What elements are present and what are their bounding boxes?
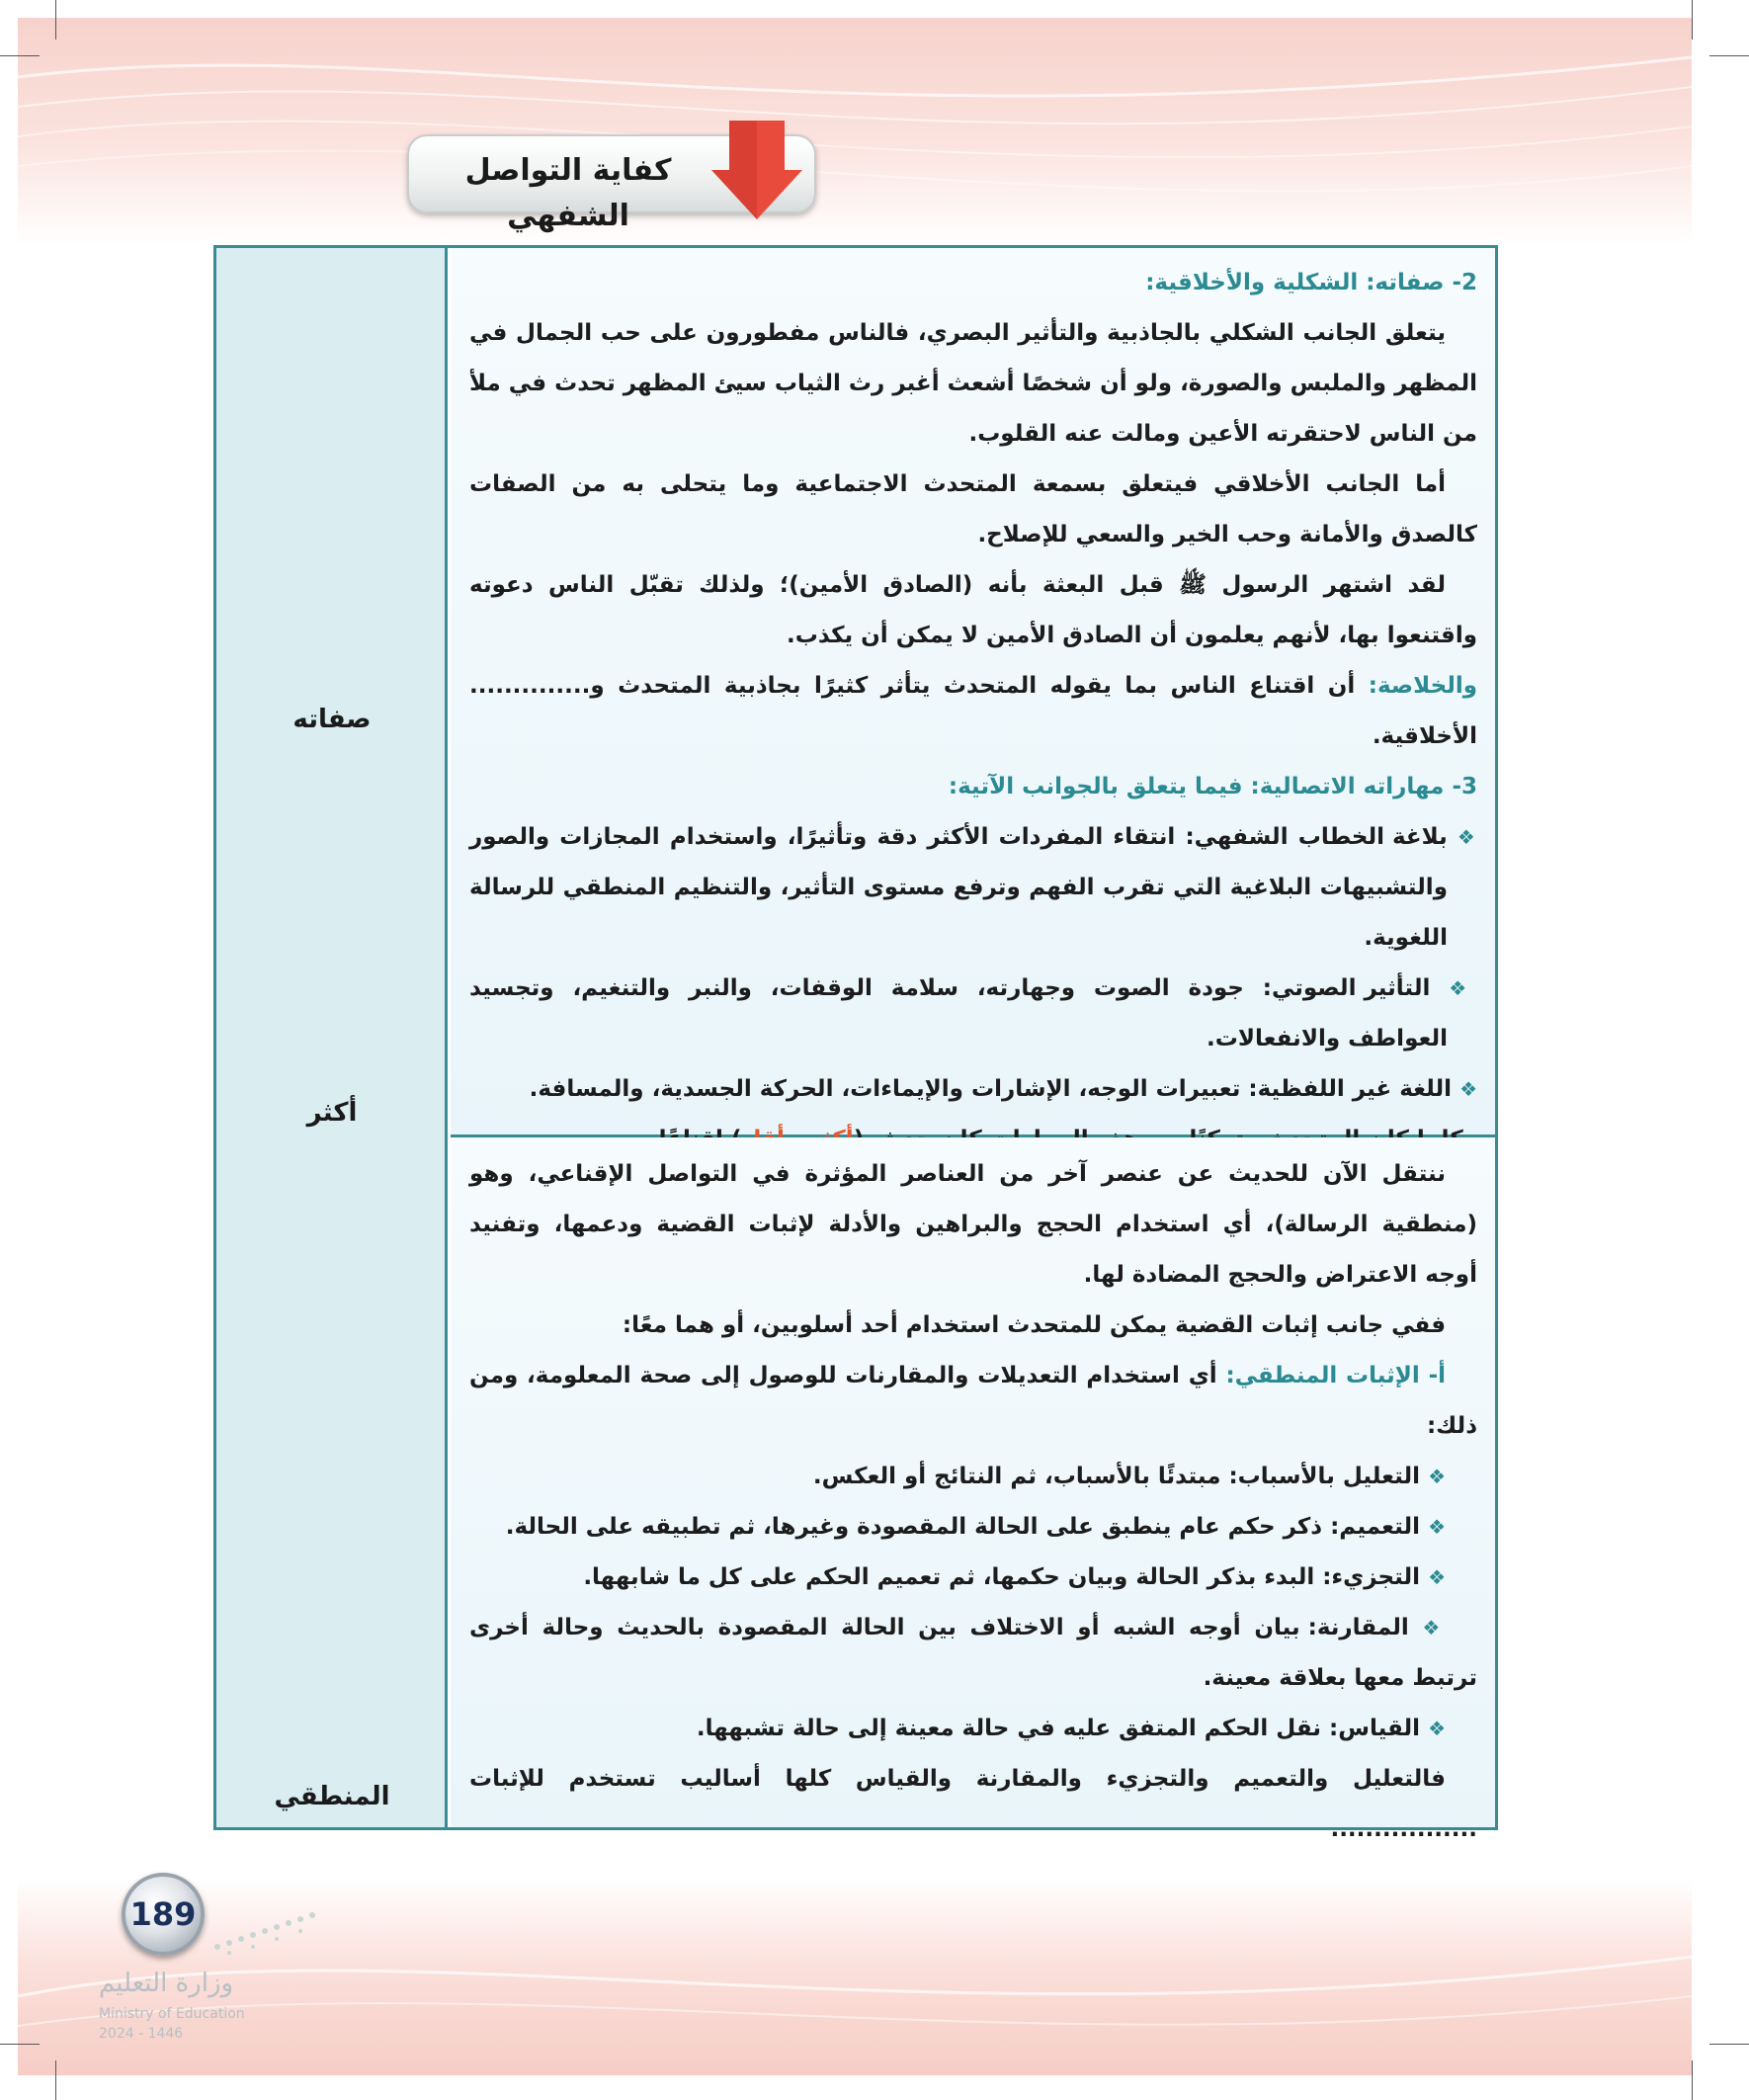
bullet-icon: ❖ [1428,1465,1446,1488]
crop-mark [55,0,56,40]
list-item: ❖ بلاغة الخطاب الشفهي: انتقاء المفردات الأكثر دقة وتأثيرًا، واستخدام المجازات والصور والتشبيهات البلاغية التي تقرب الفهم وترفع مستوى التأثير، والتنظيم المنطقي للرسالة اللغوية. [469,824,1478,951]
crop-mark [0,55,40,56]
section-1-text [469,258,1477,1165]
side-column [216,248,448,1827]
paragraph: ففي جانب إثبات القضية يمكن للمتحدث استخدام أحد أسلوبين، أو هما معًا: [622,1312,1446,1338]
subheading-label: أ- الإثبات المنطقي: [1225,1363,1447,1388]
bullet-icon: ❖ [1449,976,1477,1000]
side-answer-3: المنطقي [274,1782,390,1811]
crop-mark [55,2060,56,2100]
crop-mark [0,2044,40,2045]
ministry-name-english: Ministry of Education [99,2006,245,2022]
bullet-icon: ❖ [1422,1616,1446,1639]
crop-mark [1709,2044,1749,2045]
edition-year: 2024 - 1446 [99,2026,184,2042]
table-cell-section-1 [451,248,1495,1137]
paragraph: أما الجانب الأخلاقي فيتعلق بسمعة المتحدث الاجتماعية وما يتحلى به من الصفات كالصدق والأمانة وحب الخير والسعي للإصلاح. [469,471,1477,547]
subheading: أ- الإثبات المنطقي: أي استخدام التعديلات والمقارنات للوصول إلى صحة المعلومة، ومن ذلك: [469,1363,1477,1439]
crop-mark [1692,0,1693,40]
list-item: ❖ القياس: نقل الحكم المتفق عليه في حالة معينة إلى حالة تشبهها. [696,1716,1446,1741]
table-cell-section-2 [451,1137,1495,1842]
page-number: 189 [129,1895,197,1933]
paragraph: ننتقل الآن للحديث عن عنصر آخر من العناصر المؤثرة في التواصل الإقناعي، وهو (منطقية الرسالة)، أي استخدام الحجج والبراهين والأدلة لإثبات القضية ودعمها، وتفنيد أوجه الاعتراض والحجج المضادة لها. [469,1161,1477,1288]
ministry-logo-icon [208,1907,326,1957]
ministry-name-arabic: وزارة التعليم [99,1969,234,1998]
bullet-icon: ❖ [1457,825,1478,849]
crop-mark [1709,55,1749,56]
list-item: ❖ اللغة غير اللفظية: تعبيرات الوجه، الإشارات والإيماءات، الحركة الجسدية، والمسافة. [529,1076,1477,1102]
bullet-icon: ❖ [1428,1515,1446,1539]
header-background [18,18,1692,245]
content-table [213,245,1498,1842]
arrow-down-icon [711,121,802,219]
closing-sentence: فالتعليل والتعميم والتجزيء والمقارنة والقياس كلها أساليب تستخدم للإثبات ................. [469,1766,1477,1842]
paragraph: لقد اشتهر الرسول ﷺ قبل البعثة بأنه (الصادق الأمين)؛ ولذلك تقبّل الناس دعوته واقتنعوا بها، لأنهم يعلمون أن الصادق الأمين لا يمكن أن يكذب. [469,572,1477,648]
section-heading: 2- صفاته: الشكلية والأخلاقية: [1145,270,1477,295]
summary-label: والخلاصة: [1368,673,1478,699]
bullet-icon: ❖ [1459,1077,1477,1101]
paragraph: يتعلق الجانب الشكلي بالجاذبية والتأثير البصري، فالناس مفطورون على حب الجمال في المظهر والملبس والصورة، ولو أن شخصًا أشعث أغبر رث الثياب سيئ المظهر تحدث في ملأ من الناس لاحتقرته الأعين ومالت عنه القلوب. [469,320,1477,447]
list-item: ❖ التأثير الصوتي: جودة الصوت وجهارته، سلامة الوقفات، والنبر والتنغيم، وتجسيد العواطف والانفعالات. [469,975,1477,1051]
list-item: ❖ التعليل بالأسباب: مبتدئًا بالأسباب، ثم النتائج أو العكس. [812,1464,1446,1489]
side-answer-2: أكثر [306,1098,358,1128]
bullet-icon: ❖ [1428,1565,1446,1589]
page-number-badge [122,1873,205,1956]
summary [469,661,1477,762]
list-item: ❖ المقارنة: بيان أوجه الشبه أو الاختلاف بين الحالة المقصودة بالحديث وحالة أخرى ترتبط معها بعلاقة معينة. [469,1615,1477,1691]
bullet-icon: ❖ [1428,1717,1446,1740]
list-item: ❖ التعميم: ذكر حكم عام ينطبق على الحالة المقصودة وغيرها، ثم تطبيقه على الحالة. [505,1514,1446,1540]
section-heading: 3- مهاراته الاتصالية: فيما يتعلق بالجوانب الآتية: [948,774,1477,799]
wave-decoration [18,18,1692,245]
list-item: ❖ التجزيء: البدء بذكر الحالة وبيان حكمها، ثم تعميم الحكم على كل ما شابهها. [583,1564,1446,1590]
side-answer-1: صفاته [292,705,372,734]
section-3-text [469,1149,1477,1855]
crop-mark [1692,2060,1693,2100]
summary-text: أن اقتناع الناس بما يقوله المتحدث يتأثر كثيرًا بجاذبية المتحدث و.............. الأخلاقية. [469,673,1477,749]
page-title: كفاية التواصل الشفهي [464,153,672,233]
